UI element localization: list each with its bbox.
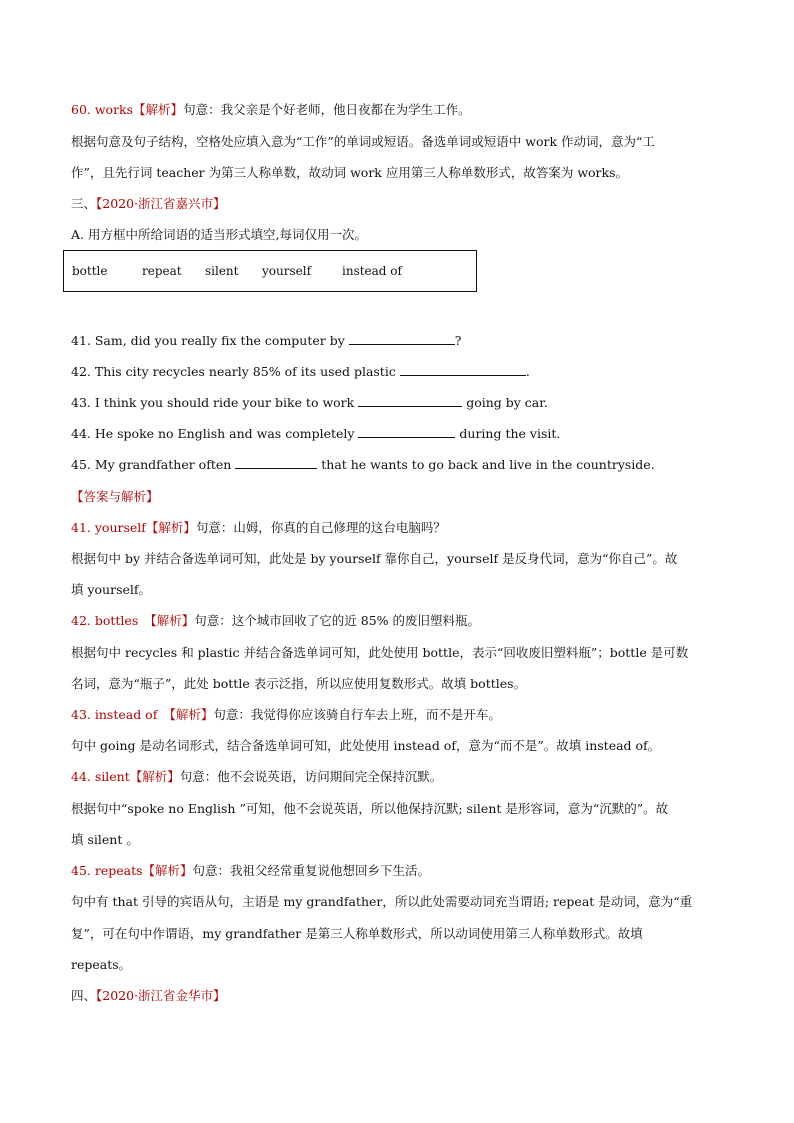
question-42: 42. This city recycles nearly 85% of its used plastic . — [71, 364, 530, 379]
word-bank-box — [63, 250, 477, 292]
explanation-line: 根据句意及句子结构，空格处应填入意为“工作”的单词或短语。备选单词或短语中 work 作动词，意为“工 — [71, 134, 655, 149]
question-43: 43. I think you should ride your bike to work going by car. — [71, 395, 548, 410]
explanation-line: 填 silent 。 — [71, 832, 139, 847]
explanation-line: 填 yourself。 — [71, 582, 152, 597]
question-41: 41. Sam, did you really fix the computer by ? — [71, 333, 462, 348]
explanation-line: 根据句中“spoke no English ”可知，他不会说英语，所以他保持沉默; silent 是形容词，意为“沉默的”。故 — [71, 801, 669, 816]
explanation-line: 复”，可在句中作谓语，my grandfather 是第三人称单数形式，所以动词使用第三人称单数形式。故填 — [71, 926, 643, 941]
answer-blank — [235, 456, 317, 469]
explanation-line: 句中有 that 引导的宾语从句，主语是 my grandfather，所以此处需要动词充当谓语; repeat 是动词，意为“重 — [71, 894, 693, 909]
section-heading: 四、【2020·浙江省金华市】 — [71, 988, 226, 1003]
answer-41-line: 41. yourself【解析】句意：山姆，你真的自己修理的这台电脑吗？ — [71, 520, 446, 535]
section-heading: 三、【2020·浙江省嘉兴市】 — [71, 196, 226, 211]
answer-blank — [400, 363, 526, 376]
answer-44-line: 44. silent【解析】句意：他不会说英语，访问期间完全保持沉默。 — [71, 769, 443, 784]
answer-42-line: 42. bottles 【解析】句意：这个城市回收了它的近 85% 的废旧塑料瓶。 — [71, 613, 480, 628]
section-source: 【2020·浙江省嘉兴市】 — [96, 196, 226, 211]
question-44: 44. He spoke no English and was completely during the visit. — [71, 426, 561, 441]
question-45: 45. My grandfather often that he wants to go back and live in the countryside. — [71, 457, 655, 472]
instruction-text: A. 用方框中所给词语的适当形式填空,每词仅用一次。 — [71, 227, 367, 242]
explanation-line: 根据句中 recycles 和 plastic 并结合备选单词可知，此处使用 bottle，表示“回收废旧塑料瓶”；bottle 是可数 — [71, 645, 689, 660]
word-bank-item: bottle — [72, 264, 108, 278]
analysis-tag: 【解析】 — [133, 102, 184, 117]
word-bank-item: silent — [205, 264, 239, 278]
answer-45-line: 45. repeats【解析】句意：我祖父经常重复说他想回乡下生活。 — [71, 863, 431, 878]
word-bank-item: instead of — [342, 264, 402, 278]
explanation-line: 作”，且先行词 teacher 为第三人称单数，故动词 work 应用第三人称单数形式，故答案为 works。 — [71, 165, 629, 180]
sentence-meaning: 句意：我父亲是个好老师，他日夜都在为学生工作。 — [183, 102, 471, 117]
word-bank-item: repeat — [142, 264, 182, 278]
word-bank-item: yourself — [262, 264, 312, 278]
answer-60-line — [71, 101, 471, 119]
answer-blank — [358, 425, 455, 438]
answer-blank — [358, 394, 462, 407]
explanation-line: 句中 going 是动名词形式，结合备选单词可知，此处使用 instead of，意为“而不是”。故填 instead of。 — [71, 738, 661, 753]
answers-header: 【答案与解析】 — [71, 489, 159, 504]
explanation-line: 根据句中 by 并结合备选单词可知，此处是 by yourself 靠你自己，yourself 是反身代词，意为“你自己”。故 — [71, 551, 678, 566]
section-source: 【2020·浙江省金华市】 — [96, 988, 226, 1003]
explanation-line: repeats。 — [71, 957, 132, 972]
answer-43-line: 43. instead of 【解析】句意：我觉得你应该骑自行车去上班，而不是开车。 — [71, 707, 501, 722]
explanation-line: 名词，意为“瓶子”，此处 bottle 表示泛指，所以应使用复数形式。故填 bottles。 — [71, 676, 527, 691]
answer-number: 60. works — [71, 102, 134, 117]
answer-blank — [349, 332, 455, 345]
